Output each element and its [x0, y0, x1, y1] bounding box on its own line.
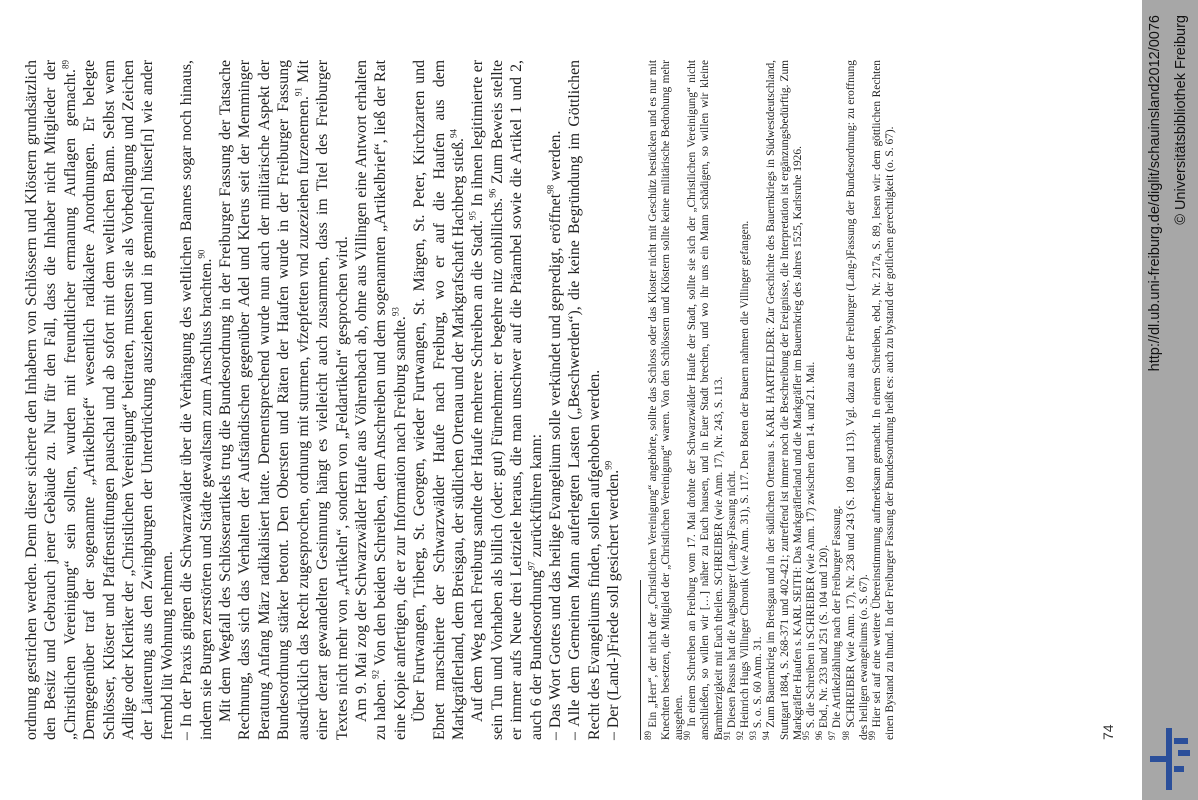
paragraph — [468, 60, 546, 740]
footnote — [722, 60, 739, 740]
footnote — [801, 60, 818, 740]
footnote-number: 98 — [840, 731, 851, 740]
text-run: zurückführen kann: — [527, 434, 545, 562]
footnote-ref: 93 — [390, 307, 401, 317]
text-run: Auf dem Weg nach Freiburg sandte der Haufe mehrere Schreiben an die Stadt. — [469, 220, 487, 722]
copyright-notice: © Universitätsbibliothek Freiburg — [1173, 15, 1189, 225]
library-logo-icon — [1148, 726, 1192, 792]
text-run: Am 9. Mai zog der Schwarzwälder Haufe aus Vöhrenbach ab, ohne aus Villingen eine Antwort erhalten zu haben. — [352, 60, 390, 740]
list-item — [604, 60, 623, 740]
footnote-text: In einem Schreiben an Freiburg vom 17. Mai drohte der Schwarzwälder Haufe der Stadt, sollte sie sich der „Christlichen Vereinigung“ nicht anschließen, so willen wir […] näher zu Euch hausen, und in Euer Stadt brechen, und wo ihr uns ein Mann schädigen, so willen wir kleine Barmherzigkeit mit Euch theilen. SCHREIBER (wie Anm. 17), Nr. 243, S. 113. — [686, 60, 725, 740]
footnote-number: 89 — [642, 731, 653, 740]
footnote-ref: 91 — [293, 87, 304, 97]
permalink-url[interactable]: http://dl.ub.uni-freiburg.de/diglit/schauinsland2012/0076 — [1147, 15, 1163, 372]
footnote-text: S. o. S. 60 Anm. 31. — [752, 636, 765, 729]
page-content — [22, 60, 897, 740]
footnote-text: Ein „Herr“, der nicht der „Christlichen Vereinigung“ angehörte, sollte das Schloss oder das Kloster nicht mit Geschütz bestücken und es nur mit Knechten besetzen, die Mitglied der „Christlichen Vereinigung“ waren. Von den Schlössern und Klöstern sollte keine militärische Bedrohung mehr ausgehen. — [646, 60, 685, 740]
footnote-text: Ebd., Nr. 233 und 251 (S. 104 und 120). — [818, 544, 831, 729]
footnote-number: 92 — [735, 731, 746, 740]
footnotes — [642, 60, 898, 740]
footnote-ref: 94 — [448, 129, 459, 139]
footnote — [867, 60, 897, 740]
page-number: 74 — [1100, 724, 1116, 740]
footnote-ref: 90 — [196, 249, 207, 259]
text-run: Demgegenüber traf der sogenannte „Artikelbrief“ wesentlich radikalere Anordnungen. Er belegte Schlösser, Klöster und Pfaffenstiftungen pauschal und ab sofort mit dem weltlichen Bann. Selbst wenn Adlige oder Kleriker der „Christlichen Vereinigung“ beitraten, mussten sie als Vorbedingung und Zeichen der Läuterung aus den Zwingburgen der Unterdrückung ausziehen und in gemaine[n] hüser[n] wie ander frembd lüt Wohnung nehmen. — [81, 60, 176, 740]
logo-bar — [1166, 728, 1172, 790]
footnote-ref: 97 — [526, 561, 537, 571]
footnote-text: S. die Schreiben in SCHREIBER (wie Anm. 17) zwischen dem 14. und 21. Mai. — [805, 361, 818, 729]
footnote — [735, 60, 752, 740]
footnote-number: 93 — [748, 731, 759, 740]
paragraph — [177, 60, 216, 740]
footnote-number: 95 — [801, 731, 812, 740]
footnote-number: 94 — [761, 731, 772, 740]
footnote-ref: 98 — [545, 184, 556, 194]
text-run: In ihnen legitimierte er sein Tun und Vorhaben als billich (oder: gut) Fürnehmen: er begehre nitz onbillichs. — [469, 59, 506, 740]
text-run: – Das Wort Gottes und das heilige Evangelium solle verkündet und gepredigt, eröffnet — [546, 193, 564, 740]
footnote — [748, 60, 765, 740]
paragraph — [410, 60, 468, 740]
text-run: Über Furtwangen, Triberg, St. Georgen, wieder Furtwangen, St. Märgen, St. Peter, Kirchzarten und Ebnet marschierte der Schwarzwälder Haufe nach Freiburg, wo er auf die Haufen aus dem Markgräflerland, dem Breisgau, der südlichen Ortenau und der Markgrafschaft Hachberg stieß. — [411, 60, 467, 740]
paragraph — [216, 60, 352, 740]
text-run: Mit einer derart gewandelten Gesinnung hängt es vielleicht auch zusammen, dass im Titel des Freiburger Textes nicht mehr von „Artikeln“, sondern von „Feldartikeln“ gesprochen wird. — [294, 60, 351, 740]
footnote-number: 91 — [722, 731, 733, 740]
footnote-text: Heinrich Hugs Villinger Chronik (wie Anm. 31), S. 117. Den Boten der Bauern nahmen die Villinger gefangen. — [739, 220, 752, 729]
footnote — [682, 60, 726, 740]
text-run: werden. — [546, 130, 564, 185]
footnote — [642, 60, 687, 740]
footnote — [814, 60, 831, 740]
footnote-number: 90 — [682, 731, 693, 740]
logo-bar — [1174, 766, 1184, 772]
footnote-text: Diesen Passus hat die Augsburger (Lang-)Fassung nicht. — [725, 470, 738, 729]
footnote-separator — [640, 580, 641, 740]
library-sidebar — [1142, 0, 1198, 800]
text-run: Zum Beweis stellte er immer aufs Neue drei Leitziele heraus, die man unschwer auf die Präambel sowie die Artikel 1 und 2, auch 6 der Bundesordnung — [488, 60, 545, 740]
text-run: – Alle dem Gemeinen Mann auferlegten Lasten („Beschwerden“), die keine Begründung im Göttlichen Recht des Evangeliums finden, sollen aufgehoben werden. — [566, 60, 603, 740]
text-run: Mit dem Wegfall des Schlösserartikels trug die Bundesordnung in der Freiburger Fassung der Tatsache Rechnung, dass sich das Verhalten der Aufständischen gegenüber Adel und Klerus seit der Memminger Beratung Anfang März radikalisiert hatte. Dementsprechend wurde nun auch der militärische Aspekt der Bundesordnung stärker betont. Den Obersten und Räten der Haufen wurde in der Freiburger Fassung ausdrücklich das Recht zugesprochen, ordnung mit sturmen, vfzepfetten vnd zuzeziehen furzenemen. — [217, 60, 312, 740]
logo-bar — [1178, 750, 1190, 756]
sidebar-text — [1142, 0, 1198, 800]
footnote-text: Die Artikelzählung nach der Freiburger Fassung. — [831, 505, 844, 729]
list-item — [565, 60, 604, 740]
footnote-ref: 92 — [371, 669, 382, 679]
footnote-number: 99 — [867, 731, 878, 740]
logo-bar — [1174, 738, 1188, 744]
footnote — [827, 60, 844, 740]
footnote — [840, 60, 871, 740]
paragraph — [352, 60, 410, 740]
list-item — [546, 60, 565, 740]
logo-bar — [1150, 756, 1166, 762]
footnote-text: Zum Bauernkrieg im Breisgau und in der südlichen Ortenau s. KARL HARTFELDER: Zur Geschichte des Bauernkriegs in Südwestdeutschland, Stuttgart 1884, S. 268-371 und 402-421; zutreffend ist immer noch die Beschreibung der Ereignisse, die Interpretation ist ergänzungsbedürftig. Zum Markgräfler Haufen s. KARL SEITH: Das Markgräflerland und die Markgräfler im Bauernkrieg des Jahres 1525, Karlsruhe 1926. — [765, 60, 804, 740]
footnote-number: 97 — [827, 731, 838, 740]
text-run: ordnung gestrichen werden. Denn dieser sicherte den Inhabern von Schlössern und Klöstern grundsätzlich den Besitz und Gebrauch jener Gebäude zu. Nur für den Fall, dass die Inhaber nicht Mitglieder der „Christlichen Vereinigung“ sein sollten, wurden mit freundtlicher ermanung Auflagen gemacht. — [23, 60, 79, 740]
footnote-ref: 95 — [468, 211, 479, 221]
footnote-text: SCHREIBER (wie Anm. 17), Nr. 238 und 243 (S. 109 und 113). Vgl. dazu aus der Freiburger (Lang-)Fassung der Bundesordnung: zu eroffnung des heiligen ewangeliums (o. S. 67). — [844, 60, 870, 740]
text-run: – Der (Land-)Friede soll gesichert werden. — [605, 469, 623, 740]
footnote-ref: 96 — [487, 188, 498, 198]
footnote-ref: 89 — [60, 60, 71, 69]
paragraph — [22, 60, 177, 740]
footnote — [761, 60, 805, 740]
footnote-ref: 99 — [603, 460, 614, 470]
main-text — [22, 60, 624, 740]
text-run: – In der Praxis gingen die Schwarzwälder über die Verhängung des weltlichen Bannes sogar noch hinaus, indem sie Burgen zerstörten und Städte gewaltsam zum Anschluss brachten. — [178, 60, 215, 740]
text-run: Von den beiden Schreiben, dem Anschreiben und dem sogenannten „Artikelbrief“, ließ der Rat eine Kopie anfertigen, die er zur Information nach Freiburg sandte. — [372, 60, 409, 740]
footnote-number: 96 — [814, 731, 825, 740]
footnote-text: Hier sei auf eine weitere Übereinstimmung aufmerksam gemacht. In einem Schreiben, ebd., Nr. 217a, S. 89, lesen wir: dem göttlichen Rechten einen Bystand zu thund. In der Freiburger Fassung der Bundesordnung heißt es: auch zu bystand der gotlichen gerechtigkeit (o. S. 67). — [871, 60, 897, 740]
